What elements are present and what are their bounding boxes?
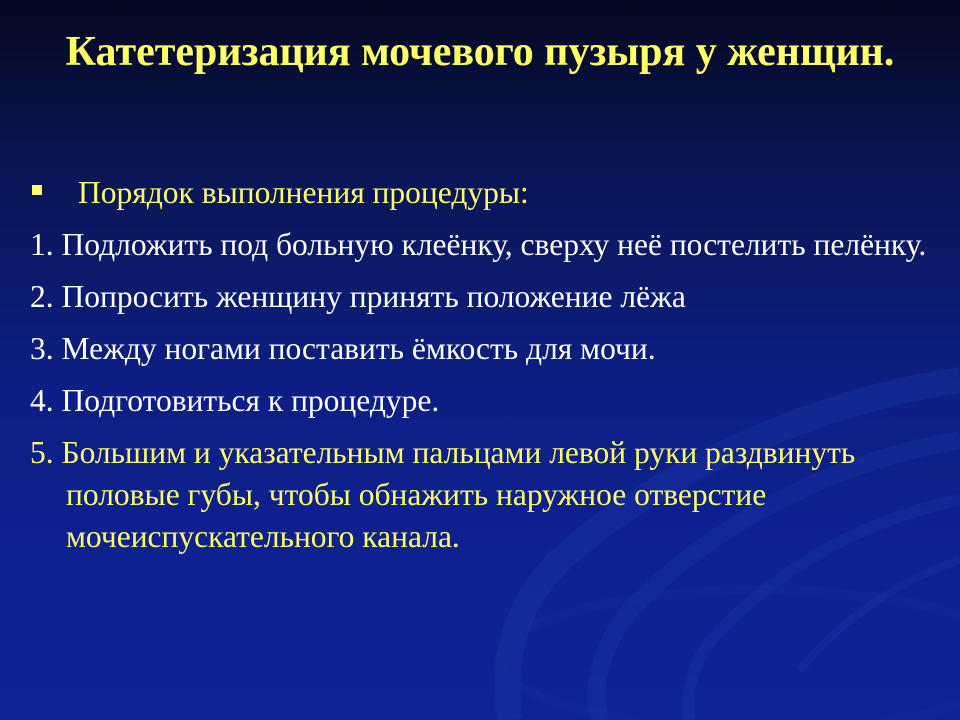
step-item: 1. Подложить под больную клеёнку, сверху неё постелить пелёнку. xyxy=(30,227,927,262)
step-item: 3. Между ногами поставить ёмкость для мочи. xyxy=(30,331,656,366)
step-item: 5. Большим и указательным пальцами левой руки раздвинуть половые губы, чтобы обнажить наружное отверстие мочеиспускательного канала. xyxy=(30,435,856,554)
intro-bullet xyxy=(30,172,930,214)
slide-content xyxy=(30,172,930,568)
slide-title: Катетеризация мочевого пузыря у женщин. xyxy=(65,29,895,75)
square-bullet-icon xyxy=(32,185,42,195)
step-item: 2. Попросить женщину принять положение лёжа xyxy=(30,279,686,314)
step-item: 4. Подготовиться к процедуре. xyxy=(30,383,440,418)
intro-text: Порядок выполнения процедуры: xyxy=(78,175,529,210)
